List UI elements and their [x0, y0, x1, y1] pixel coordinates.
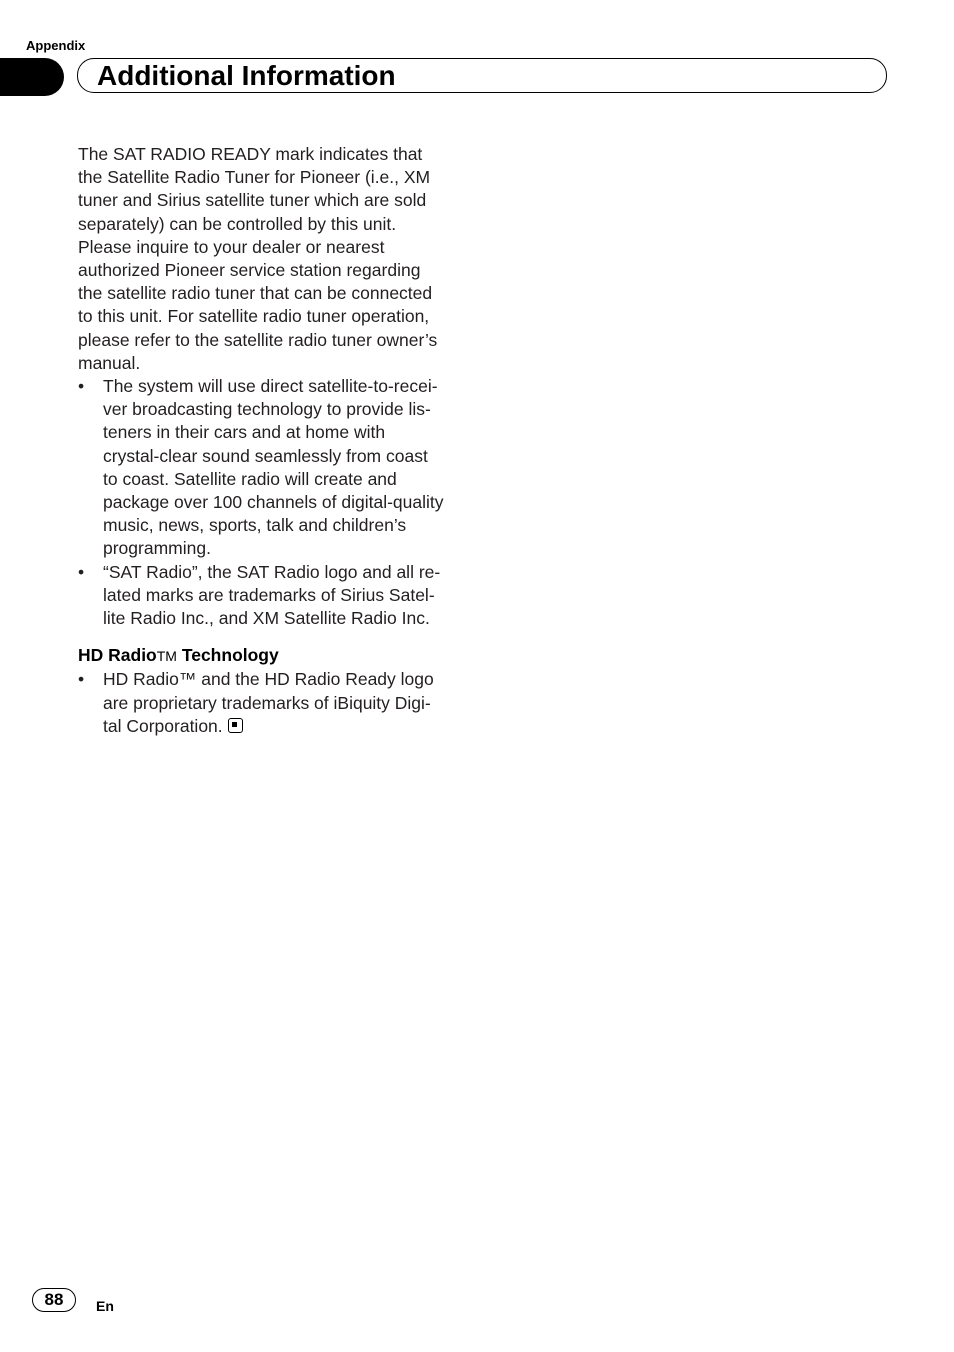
text-line: are proprietary trademarks of iBiquity Digi-	[103, 692, 431, 713]
text-line: “SAT Radio”, the SAT Radio logo and all re-	[103, 561, 441, 582]
text-line: ver broadcasting technology to provide lis-	[103, 399, 431, 420]
bullet-icon: •	[78, 669, 85, 690]
text-line-final	[103, 715, 478, 738]
bullet-item-sat-radio-trademarks	[78, 561, 478, 631]
text-line: manual.	[78, 352, 141, 373]
text-line: The system will use direct satellite-to-recei-	[103, 376, 438, 397]
bullet-icon: •	[78, 376, 85, 397]
text-line: separately) can be controlled by this unit.	[78, 213, 397, 234]
bullet-item-hd-radio-trademarks	[78, 668, 478, 738]
section-tab	[0, 58, 64, 96]
text-line: Please inquire to your dealer or nearest	[78, 236, 385, 257]
text-line: the Satellite Radio Tuner for Pioneer (i.e., XM	[78, 167, 431, 188]
page-number: 88	[32, 1288, 76, 1312]
text-line: music, news, sports, talk and children’s	[103, 515, 407, 536]
intro-paragraph	[78, 143, 478, 375]
text-line: The SAT RADIO READY mark indicates that	[78, 144, 423, 164]
text-line: lite Radio Inc., and XM Satellite Radio Inc.	[103, 608, 430, 629]
content-column	[78, 143, 478, 738]
text-line: programming.	[103, 538, 211, 559]
text-line: lated marks are trademarks of Sirius Satel-	[103, 584, 435, 605]
text-line: crystal-clear sound seamlessly from coast	[103, 445, 428, 466]
text-line: the satellite radio tuner that can be connected	[78, 283, 433, 304]
text-line: tuner and Sirius satellite tuner which are sold	[78, 190, 427, 211]
heading-text: HD Radio	[78, 645, 157, 666]
bullet-item-satellite-technology	[78, 375, 478, 561]
heading-text: Technology	[176, 645, 279, 666]
text-line: please refer to the satellite radio tuner owner’s	[78, 329, 438, 350]
page-title: Additional Information	[97, 60, 396, 91]
text-line: package over 100 channels of digital-quality	[103, 492, 444, 513]
text-line: to coast. Satellite radio will create and	[103, 468, 397, 489]
text-line: tal Corporation.	[103, 715, 223, 736]
text-line: teners in their cars and at home with	[103, 422, 386, 443]
text-line: to this unit. For satellite radio tuner operation,	[78, 306, 430, 327]
section-label: Appendix	[26, 38, 86, 53]
text-line: authorized Pioneer service station regarding	[78, 260, 421, 281]
text-line: HD Radio™ and the HD Radio Ready logo	[103, 669, 434, 690]
language-label: En	[96, 1298, 114, 1314]
trademark-symbol: TM	[156, 648, 177, 665]
end-of-section-icon	[228, 718, 243, 733]
hd-radio-heading	[78, 644, 478, 668]
bullet-icon: •	[78, 561, 85, 582]
